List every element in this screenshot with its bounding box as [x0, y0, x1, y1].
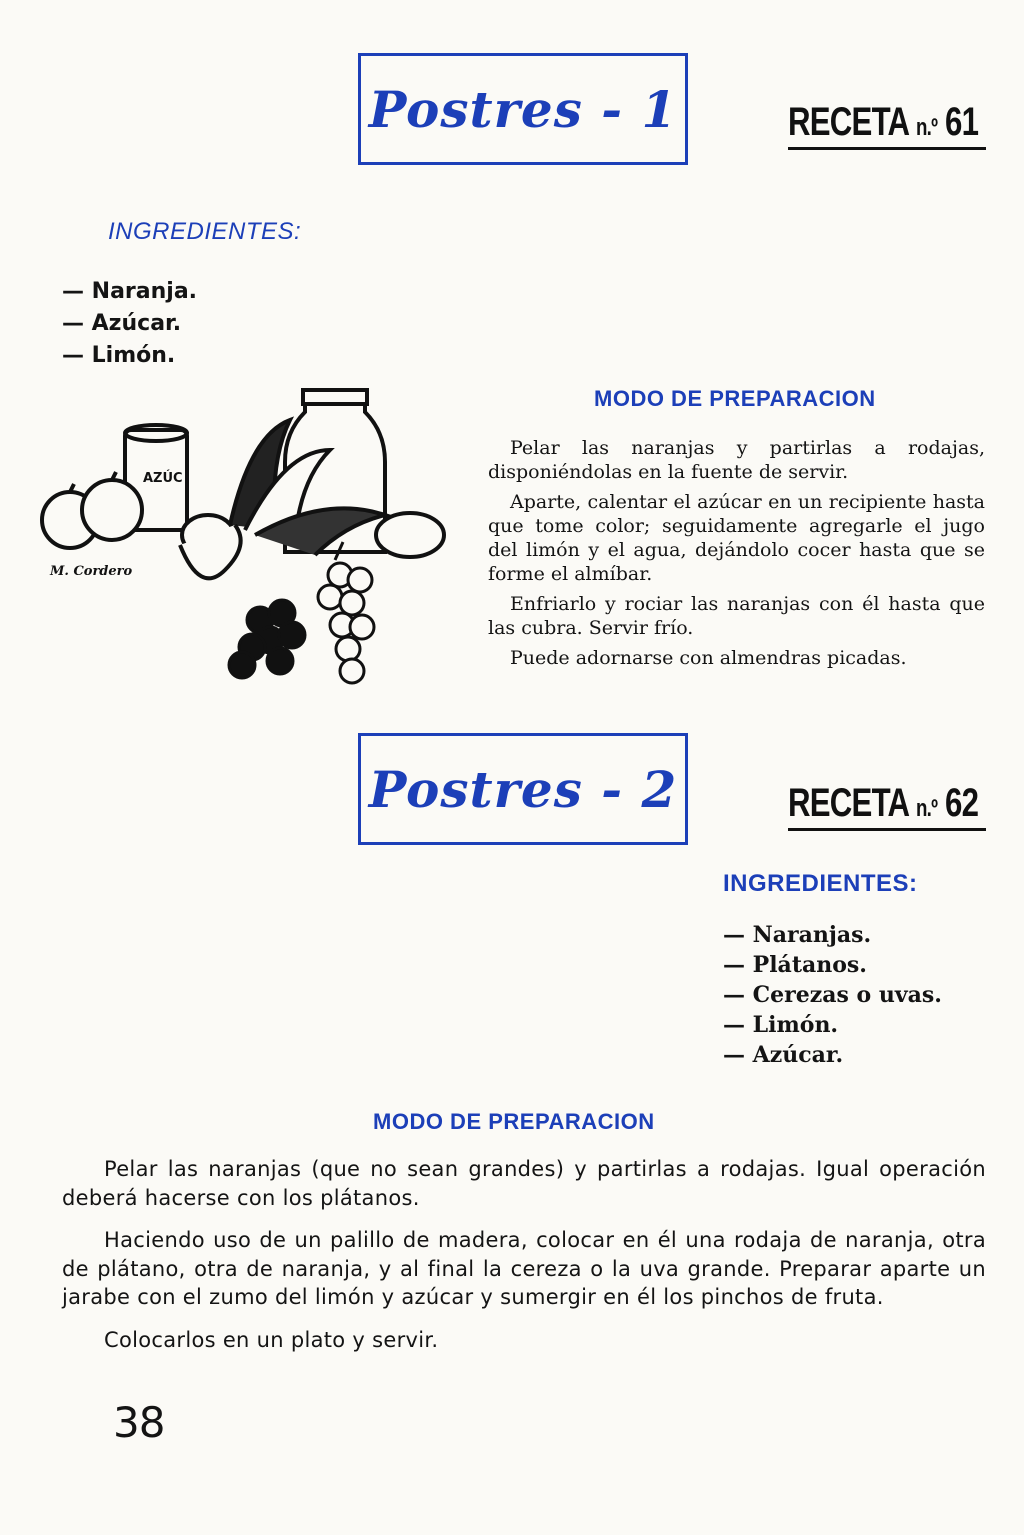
ingredient-item: — Naranja.: [62, 279, 198, 304]
method-paragraph: Aparte, calentar el azúcar en un recipiente hasta que tome color; seguidamente agregarle el jugo del limón y el agua, dejándolo cocer hasta que se forme el almíbar.: [488, 491, 985, 585]
recipe2-title-box: [358, 733, 688, 845]
recipe1-label-underline: [788, 147, 986, 150]
recipe2-ingredients-heading: INGREDIENTES:: [723, 870, 918, 897]
recipe1-method-text: [488, 436, 985, 676]
ingredient-item: — Azúcar.: [62, 311, 182, 336]
recipe1-ingredients-heading: INGREDIENTES:: [108, 218, 302, 245]
ingredient-item: — Azúcar.: [723, 1042, 844, 1068]
recipe1-ingredients-list: [62, 276, 197, 372]
ingredient-item: — Plátanos.: [723, 952, 867, 978]
recipe1-recipe-label: RECETA n.º 61: [788, 100, 979, 144]
method-paragraph: Haciendo uso de un palillo de madera, colocar en él una rodaja de naranja, otra de plátano, otra de naranja, y al final la cereza o la uva grande. Preparar aparte un jarabe con el zumo del limón y azúcar y sumergir en él los pinchos de fruta.: [62, 1228, 986, 1309]
jar-label: AZÚC: [143, 471, 183, 486]
recipe2-recipe-label: RECETA n.º 62: [788, 781, 979, 825]
ingredient-item: — Limón.: [723, 1012, 839, 1038]
ingredient-item: — Limón.: [62, 343, 176, 368]
recipe1-title-box: [358, 53, 688, 165]
ingredient-item: — Cerezas o uvas.: [723, 982, 942, 1008]
recipe2-method-text: [62, 1155, 986, 1368]
fruit-illustration: [30, 385, 460, 695]
artist-signature: M. Cordero: [50, 564, 133, 579]
ingredient-item: — Naranjas.: [723, 922, 872, 948]
recipe2-section-title: Postres - 2: [368, 759, 678, 819]
method-paragraph: Pelar las naranjas y partirlas a rodajas, disponiéndolas en la fuente de servir.: [488, 437, 985, 483]
method-paragraph: Colocarlos en un plato y servir.: [104, 1327, 439, 1352]
recipe2-method-heading: MODO DE PREPARACION: [373, 1109, 655, 1134]
recipe2-label-underline: [788, 828, 986, 831]
recipe1-section-title: Postres - 1: [368, 79, 678, 139]
recipe2-ingredients-list: [723, 920, 942, 1070]
recipe1-method-heading: MODO DE PREPARACION: [594, 386, 876, 411]
method-paragraph: Puede adornarse con almendras picadas.: [510, 647, 907, 669]
method-paragraph: Enfriarlo y rociar las naranjas con él hasta que las cubra. Servir frío.: [488, 593, 985, 639]
method-paragraph: Pelar las naranjas (que no sean grandes) y partirlas a rodajas. Igual operación deberá hacerse con los plátanos.: [62, 1157, 986, 1210]
page-number: 38: [113, 1398, 165, 1447]
